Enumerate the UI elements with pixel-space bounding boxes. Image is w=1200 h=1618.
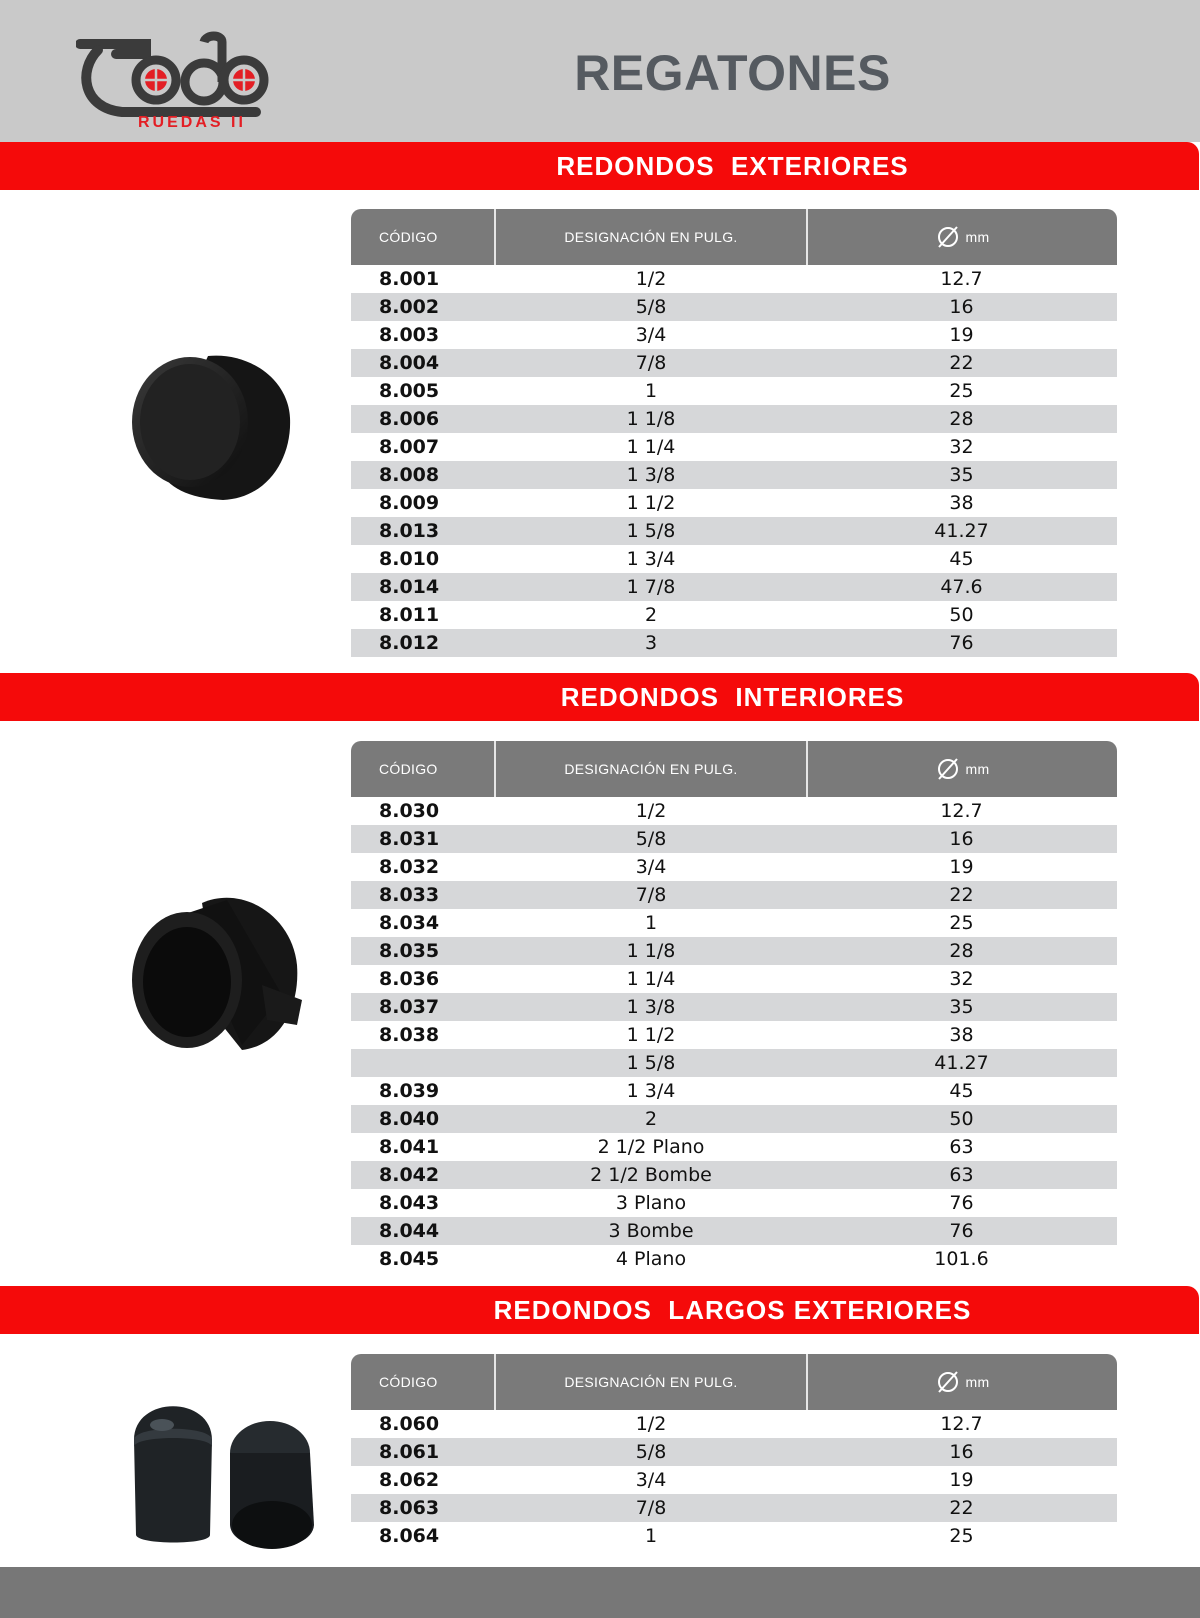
column-header-mm [808, 209, 1117, 265]
inch-cell: 5/8 [635, 828, 667, 850]
table-row [351, 797, 1117, 825]
code-cell: 8.013 [379, 520, 440, 542]
section-title: REDONDOS EXTERIORES [556, 150, 909, 181]
code-cell: 8.033 [379, 884, 440, 906]
column-header-inch: DESIGNACIÓN EN PULG. [496, 741, 808, 797]
mm-cell: 28 [949, 940, 974, 962]
inch-cell: 1 5/8 [626, 1052, 676, 1074]
table-row [351, 545, 1117, 573]
table-row [351, 1161, 1117, 1189]
column-header-inch: DESIGNACIÓN EN PULG. [496, 209, 808, 265]
inch-cell: 1 5/8 [626, 520, 676, 542]
code-cell: 8.011 [379, 604, 440, 626]
table-row [351, 1494, 1117, 1522]
table-row [351, 1217, 1117, 1245]
inch-cell: 1 1/2 [626, 492, 676, 514]
diameter-icon [936, 1370, 960, 1394]
table-row [351, 1245, 1117, 1273]
table-row [351, 1021, 1117, 1049]
mm-cell: 45 [949, 1080, 974, 1102]
inch-cell: 1 1/4 [626, 968, 676, 990]
code-cell: 8.039 [379, 1080, 440, 1102]
mm-cell: 50 [949, 1108, 974, 1130]
table-row [351, 601, 1117, 629]
round-exterior-cap-image [128, 348, 298, 518]
inch-cell: 3 [644, 632, 658, 654]
code-cell: 8.006 [379, 408, 440, 430]
code-cell: 8.061 [379, 1441, 440, 1463]
inch-cell: 7/8 [635, 1497, 667, 1519]
inch-cell: 1 [644, 912, 658, 934]
code-cell: 8.035 [379, 940, 440, 962]
code-cell: 8.045 [379, 1248, 440, 1270]
table-header [351, 741, 1117, 797]
column-header-mm [808, 741, 1117, 797]
code-cell: 8.064 [379, 1525, 440, 1547]
table-row [351, 517, 1117, 545]
code-cell: 8.031 [379, 828, 440, 850]
code-cell: 8.007 [379, 436, 440, 458]
mm-cell: 32 [949, 436, 974, 458]
table-row [351, 909, 1117, 937]
table-row [351, 293, 1117, 321]
table-redondos-exteriores [351, 209, 1117, 657]
table-row [351, 321, 1117, 349]
table-row [351, 349, 1117, 377]
column-header-inch: DESIGNACIÓN EN PULG. [496, 1354, 808, 1410]
inch-cell: 1/2 [635, 1413, 667, 1435]
column-header-code: CÓDIGO [351, 209, 496, 265]
inch-cell: 3 Bombe [608, 1220, 694, 1242]
mm-cell: 38 [949, 492, 974, 514]
inch-cell: 2 [644, 1108, 658, 1130]
table-row [351, 1466, 1117, 1494]
table-row [351, 1522, 1117, 1550]
inch-cell: 3/4 [635, 856, 667, 878]
inch-cell: 1/2 [635, 800, 667, 822]
section-title: REDONDOS LARGOS EXTERIORES [493, 1294, 972, 1325]
inch-cell: 3/4 [635, 324, 667, 346]
table-row [351, 993, 1117, 1021]
inch-cell: 1 3/4 [626, 1080, 676, 1102]
table-header [351, 209, 1117, 265]
inch-cell: 7/8 [635, 352, 667, 374]
inch-cell: 1 1/8 [626, 940, 676, 962]
column-header-mm-label: mm [965, 1374, 990, 1390]
inch-cell: 3/4 [635, 1469, 667, 1491]
table-row [351, 1133, 1117, 1161]
mm-cell: 12.7 [940, 268, 983, 290]
mm-cell: 101.6 [934, 1248, 989, 1270]
table-row [351, 433, 1117, 461]
mm-cell: 28 [949, 408, 974, 430]
inch-cell: 5/8 [635, 296, 667, 318]
table-redondos-interiores [351, 741, 1117, 1273]
inch-cell: 1 1/4 [626, 436, 676, 458]
mm-cell: 38 [949, 1024, 974, 1046]
code-cell: 8.003 [379, 324, 440, 346]
code-cell: 8.036 [379, 968, 440, 990]
mm-cell: 45 [949, 548, 974, 570]
table-row [351, 489, 1117, 517]
code-cell: 8.038 [379, 1024, 440, 1046]
mm-cell: 63 [949, 1164, 974, 1186]
mm-cell: 22 [949, 884, 974, 906]
mm-cell: 25 [949, 1525, 974, 1547]
code-cell: 8.004 [379, 352, 440, 374]
mm-cell: 12.7 [940, 1413, 983, 1435]
code-cell: 8.010 [379, 548, 440, 570]
mm-cell: 16 [949, 1441, 974, 1463]
table-row [351, 1105, 1117, 1133]
section-banner-redondos-largos-exteriores [0, 1286, 1199, 1334]
mm-cell: 25 [949, 912, 974, 934]
mm-cell: 22 [949, 1497, 974, 1519]
logo-subtext: RUEDAS II [138, 114, 246, 130]
mm-cell: 19 [949, 324, 974, 346]
table-row [351, 937, 1117, 965]
column-header-mm [808, 1354, 1117, 1410]
mm-cell: 19 [949, 1469, 974, 1491]
inch-cell: 2 1/2 Plano [597, 1136, 705, 1158]
mm-cell: 25 [949, 380, 974, 402]
inch-cell: 1 [644, 1525, 658, 1547]
table-redondos-largos-exteriores [351, 1354, 1117, 1550]
code-cell: 8.063 [379, 1497, 440, 1519]
mm-cell: 32 [949, 968, 974, 990]
long-exterior-cap-image [122, 1385, 322, 1555]
diameter-icon [936, 757, 960, 781]
inch-cell: 1 1/2 [626, 1024, 676, 1046]
table-row [351, 1189, 1117, 1217]
mm-cell: 47.6 [940, 576, 983, 598]
inch-cell: 1 3/8 [626, 996, 676, 1018]
code-cell: 8.062 [379, 1469, 440, 1491]
code-cell: 8.012 [379, 632, 440, 654]
diameter-icon [936, 225, 960, 249]
mm-cell: 76 [949, 632, 974, 654]
column-header-code: CÓDIGO [351, 1354, 496, 1410]
table-row [351, 629, 1117, 657]
mm-cell: 41.27 [934, 520, 989, 542]
code-cell: 8.044 [379, 1220, 440, 1242]
table-row [351, 1410, 1117, 1438]
code-cell: 8.037 [379, 996, 440, 1018]
inch-cell: 4 Plano [615, 1248, 687, 1270]
inch-cell: 1 7/8 [626, 576, 676, 598]
mm-cell: 16 [949, 828, 974, 850]
inch-cell: 1 1/8 [626, 408, 676, 430]
mm-cell: 35 [949, 996, 974, 1018]
table-row [351, 881, 1117, 909]
mm-cell: 41.27 [934, 1052, 989, 1074]
code-cell: 8.009 [379, 492, 440, 514]
code-cell: 8.032 [379, 856, 440, 878]
code-cell: 8.001 [379, 268, 440, 290]
inch-cell: 1 [644, 380, 658, 402]
section-banner-redondos-interiores [0, 673, 1199, 721]
page-header [0, 0, 1200, 142]
todo-ruedas-logo [76, 30, 296, 130]
mm-cell: 76 [949, 1220, 974, 1242]
mm-cell: 12.7 [940, 800, 983, 822]
table-row [351, 1049, 1117, 1077]
mm-cell: 35 [949, 464, 974, 486]
code-cell: 8.014 [379, 576, 440, 598]
table-row [351, 1438, 1117, 1466]
mm-cell: 63 [949, 1136, 974, 1158]
table-row [351, 405, 1117, 433]
table-body [351, 1410, 1117, 1550]
table-body [351, 265, 1117, 657]
section-banner-redondos-exteriores [0, 142, 1199, 190]
inch-cell: 2 [644, 604, 658, 626]
table-row [351, 265, 1117, 293]
code-cell: 8.041 [379, 1136, 440, 1158]
code-cell: 8.043 [379, 1192, 440, 1214]
page-footer [0, 1567, 1200, 1618]
table-row [351, 853, 1117, 881]
mm-cell: 76 [949, 1192, 974, 1214]
inch-cell: 1 3/8 [626, 464, 676, 486]
code-cell: 8.008 [379, 464, 440, 486]
code-cell: 8.030 [379, 800, 440, 822]
inch-cell: 5/8 [635, 1441, 667, 1463]
table-row [351, 965, 1117, 993]
code-cell: 8.042 [379, 1164, 440, 1186]
code-cell: 8.040 [379, 1108, 440, 1130]
inch-cell: 7/8 [635, 884, 667, 906]
code-cell: 8.060 [379, 1413, 440, 1435]
inch-cell: 1 3/4 [626, 548, 676, 570]
mm-cell: 19 [949, 856, 974, 878]
inch-cell: 1/2 [635, 268, 667, 290]
inch-cell: 2 1/2 Bombe [590, 1164, 712, 1186]
round-interior-cap-image [132, 885, 302, 1060]
page-title: REGATONES [574, 45, 891, 101]
code-cell: 8.034 [379, 912, 440, 934]
table-row [351, 377, 1117, 405]
code-cell: 8.002 [379, 296, 440, 318]
table-row [351, 573, 1117, 601]
column-header-mm-label: mm [965, 761, 990, 777]
table-row [351, 1077, 1117, 1105]
mm-cell: 22 [949, 352, 974, 374]
mm-cell: 50 [949, 604, 974, 626]
column-header-code: CÓDIGO [351, 741, 496, 797]
table-row [351, 825, 1117, 853]
code-cell: 8.005 [379, 380, 440, 402]
section-title: REDONDOS INTERIORES [560, 681, 905, 712]
mm-cell: 16 [949, 296, 974, 318]
column-header-mm-label: mm [965, 229, 990, 245]
table-row [351, 461, 1117, 489]
table-header [351, 1354, 1117, 1410]
inch-cell: 3 Plano [615, 1192, 687, 1214]
table-body [351, 797, 1117, 1273]
